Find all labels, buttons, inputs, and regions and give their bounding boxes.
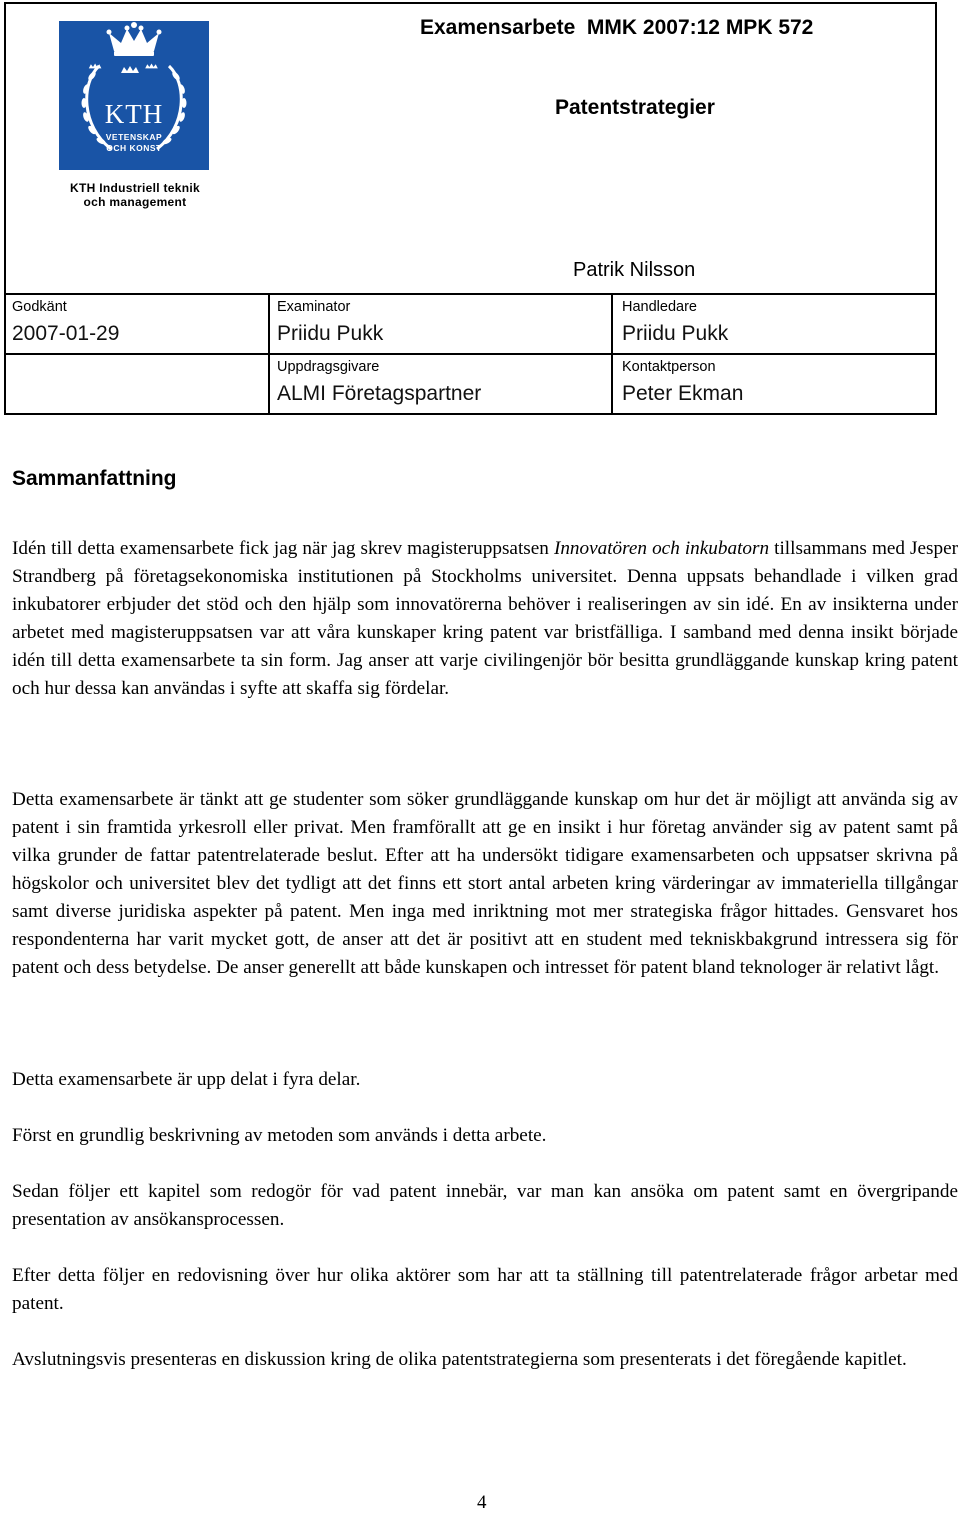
summary-paragraph-7: Avslutningsvis presenteras en diskussion kring de olika patentstrategierna som presenterats i det föregående kapitlet. [12, 1349, 907, 1370]
table-middle-border [4, 353, 937, 355]
summary-paragraph-1 [12, 535, 958, 703]
logo-motto-line1: VETENSKAP [105, 132, 163, 142]
author-name: Patrik Nilsson [573, 259, 696, 281]
approved-date: 2007-01-29 [12, 322, 120, 345]
summary-paragraph-4: Först en grundlig beskrivning av metoden som används i detta arbete. [12, 1125, 547, 1146]
summary-paragraph-6: Efter detta följer en redovisning över hur olika aktörer som har att ta ställning till patentrelaterade frågor arbetar med patent. [12, 1265, 958, 1314]
summary-paragraph-2: Detta examensarbete är tänkt att ge studenter som söker grundläggande kunskap om hur det är möjligt att använda sig av patent i sin framtida yrkesroll eller privat. Men framförallt att ge en insikt i hur företag använder sig av patent samt på vilka grunder de fattar patentrelaterade beslut. Efter att ha undersökt tidigare examensarbeten och uppsatser skrivna på högskolor och universitet blev det tydligt att det finns ett stort antal arbeten kring värderingar av immateriella tillgångar samt diverse juridiska aspekter på patent. Men inga med inriktning mot mer strategiska frågor hittades. Gensvaret hos respondenterna har varit mycket gott, de anser att det är positivt att en student med tekniskbakgrund intressera sig för patent och dess betydelse. De anser generellt att både kunskapen och intresset för patent bland teknologer är relativt lågt. [12, 789, 958, 978]
supervisor-label: Handledare [622, 299, 697, 315]
table-divider-1 [268, 293, 270, 415]
paragraph-1-italic-title: Innovatören och inkubatorn [553, 538, 770, 559]
examiner-label: Examinator [277, 299, 351, 315]
contact-label: Kontaktperson [622, 359, 716, 375]
department-line2: och management [83, 195, 187, 209]
commissioner-name: ALMI Företagspartner [277, 382, 482, 405]
page-number: 4 [477, 1492, 487, 1513]
department-line1: KTH Industriell teknik [70, 181, 200, 195]
summary-paragraph-5: Sedan följer ett kapitel som redogör för vad patent innebär, var man kan ansöka om patent samt en övergripande presentation av ansökansprocessen. [12, 1181, 958, 1230]
logo-kth-text: KTH [104, 99, 164, 129]
examiner-name: Priidu Pukk [277, 322, 384, 345]
commissioner-label: Uppdragsgivare [277, 359, 380, 375]
report-title: Patentstrategier [555, 96, 715, 119]
contact-name: Peter Ekman [622, 382, 744, 405]
report-id: Examensarbete MMK 2007:12 MPK 572 [420, 16, 814, 39]
supervisor-name: Priidu Pukk [622, 322, 729, 345]
paragraph-1-text-a: Idén till detta examensarbete fick jag när jag skrev magisteruppsatsen [12, 538, 554, 559]
approved-label: Godkänt [12, 299, 67, 315]
logo-motto-line2: OCH KONST [106, 143, 162, 153]
summary-heading: Sammanfattning [12, 467, 177, 490]
summary-paragraph-3: Detta examensarbete är upp delat i fyra delar. [12, 1069, 361, 1090]
paragraph-1-text-b: tillsammans med Jesper Strandberg på företagsekonomiska institutionen på Stockholms universitet. Denna uppsats behandlade i vilken grad inkubatorer erbjuder det stöd och den hjälp som innovatörerna behöver i realiseringen av sin idé. En av insikterna under arbetet med magisteruppsatsen var att våra kunskaper kring patent var bristfälliga. I samband med denna insikt började idén till detta examensarbete ta sin form. Jag anser att varje civilingenjör bör besitta grundläggande kunskap kring patent och hur dessa kan användas i syfte att skaffa sig fördelar. [12, 538, 959, 699]
table-divider-2 [611, 293, 613, 415]
table-top-border [4, 293, 937, 295]
kth-logo [59, 21, 209, 170]
